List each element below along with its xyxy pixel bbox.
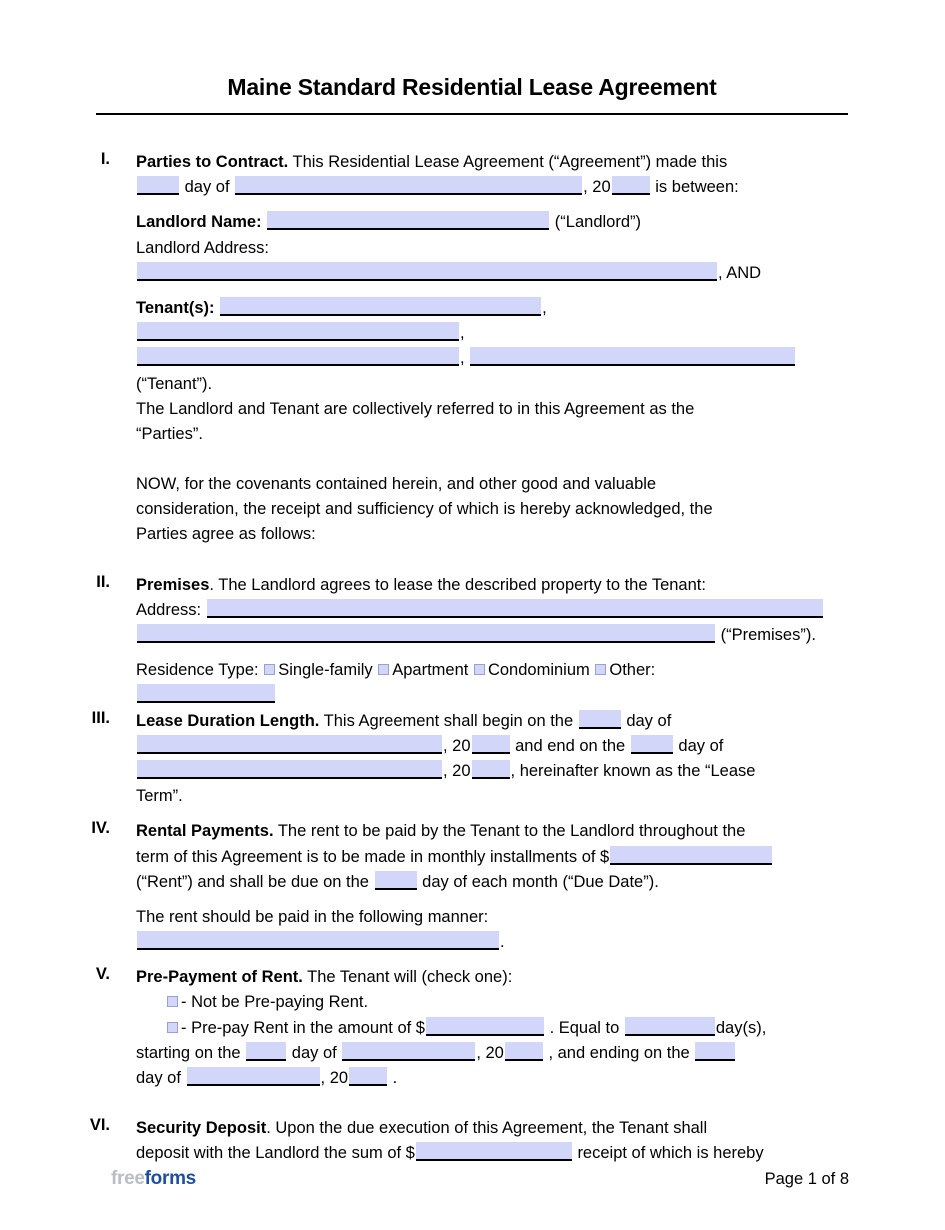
section-4-line-1 (136, 819, 849, 844)
now-line-3: Parties agree as follows: (136, 525, 316, 544)
title-divider (96, 113, 848, 115)
spacer (0, 548, 945, 573)
prepay-option-1-row (166, 990, 849, 1015)
section-numeral: I. (100, 150, 110, 168)
prepay-end-comma20: , 20 (320, 1069, 349, 1087)
residence-other-field[interactable] (137, 684, 275, 703)
tenant-closing-row (136, 372, 849, 397)
prepay-end-day-field[interactable] (695, 1042, 735, 1061)
premises-address-label: Address: (136, 600, 202, 619)
spacer (0, 955, 945, 965)
label-not-prepaying: - Not be Pre-paying Rent. (181, 993, 369, 1012)
tenant-comma-1: , (542, 298, 547, 317)
prepay-option-2-row (166, 1016, 849, 1041)
prepay-start-day-of: day of (291, 1043, 337, 1062)
prepay-amount-field[interactable] (426, 1017, 544, 1036)
logo-free-text: free (111, 1168, 145, 1189)
section-5-intro: The Tenant will (check one): (302, 968, 513, 987)
spacer (136, 895, 849, 905)
checkbox-single-family[interactable] (264, 664, 275, 675)
lease-begin-month-field[interactable] (137, 735, 442, 754)
section-6-line-2 (136, 1141, 849, 1166)
section-5-heading: Pre-Payment of Rent. (136, 968, 303, 987)
month-blank-field[interactable] (235, 176, 582, 195)
section-3-line-3 (136, 759, 849, 784)
prepay-end-day-of: day of (136, 1069, 181, 1087)
checkbox-condominium[interactable] (474, 664, 485, 675)
residence-type-row (136, 658, 849, 683)
collective-line-1: The Landlord and Tenant are collectively referred to in this Agreement as the (136, 399, 695, 418)
page-number: Page 1 of 8 (764, 1170, 849, 1188)
payment-manner-row (136, 930, 849, 955)
label-prepay-days: day(s), (715, 1018, 767, 1037)
spacer (0, 1091, 945, 1116)
landlord-address-label-row (136, 236, 849, 261)
prepay-end-year-field[interactable] (349, 1067, 387, 1086)
monthly-rent-field[interactable] (610, 846, 772, 865)
section-3-line-1 (136, 709, 849, 734)
label-single-family: Single-family (278, 661, 373, 680)
label-apartment: Apartment (392, 661, 469, 680)
monthly-installment-label: term of this Agreement is to be made in monthly installments of $ (136, 847, 610, 866)
section-numeral: IV. (91, 819, 110, 838)
page-footer (0, 1168, 945, 1208)
lease-end-label: and end on the (515, 736, 626, 755)
landlord-address-field[interactable] (137, 262, 717, 281)
security-deposit-field[interactable] (416, 1142, 572, 1161)
checkbox-prepay[interactable] (167, 1022, 178, 1033)
section-numeral: II. (96, 572, 110, 591)
lease-begin-year-field[interactable] (472, 735, 510, 754)
page-title: Maine Standard Residential Lease Agreement (227, 74, 717, 100)
lease-begin-comma20: , 20 (443, 736, 471, 755)
section-4-line-2 (136, 845, 849, 870)
now-line-2: consideration, the receipt and sufficiency of which is hereby acknowledged, the (136, 500, 713, 519)
now-line-1: NOW, for the covenants contained herein, and other good and valuable (136, 475, 657, 494)
section-4-intro: The rent to be paid by the Tenant to the Landlord throughout the (273, 822, 746, 841)
tenants-label: Tenant(s): (136, 298, 215, 317)
section-rental-payments (0, 819, 945, 955)
section-2-line-1 (136, 573, 849, 598)
section-4-line-3 (136, 870, 849, 895)
label-other: Other: (609, 661, 656, 680)
premises-address-row-2 (136, 623, 849, 648)
day-of-label: day of (184, 178, 230, 197)
lease-end-year-field[interactable] (472, 760, 510, 779)
rent-due-prefix: (“Rent”) and shall be due on the (136, 872, 369, 891)
spacer (136, 200, 849, 210)
section-premises (0, 573, 945, 709)
premises-suffix-label: (“Premises”). (720, 626, 816, 644)
label-prepay-equal: . Equal to (549, 1018, 620, 1037)
year-blank-field[interactable] (612, 176, 650, 195)
lease-end-day-field[interactable] (631, 735, 673, 754)
tenant-comma-2: , (460, 324, 465, 343)
lease-end-comma20: , 20 (443, 761, 471, 780)
section-security-deposit (0, 1116, 945, 1166)
section-1-intro: This Residential Lease Agreement (“Agreement”) made this (288, 153, 728, 171)
section-6-heading: Security Deposit (136, 1119, 267, 1138)
tenant-field-3[interactable] (137, 347, 459, 366)
section-3-line-2 (136, 734, 849, 759)
spacer (0, 809, 945, 819)
lease-begin-day-of-label: day of (626, 711, 672, 730)
prepay-end-period: . (392, 1069, 398, 1087)
tenant-comma-3: , (460, 349, 465, 368)
label-condominium: Condominium (487, 661, 590, 680)
freeforms-logo (111, 1168, 196, 1190)
landlord-address-suffix: , AND (718, 263, 762, 282)
collective-line-2: “Parties”. (136, 424, 203, 443)
logo-forms-text: forms (144, 1168, 196, 1189)
prepay-start-year-field[interactable] (505, 1042, 543, 1061)
section-1-heading: Parties to Contract. (136, 153, 289, 171)
section-1-line-2 (136, 175, 849, 200)
prepay-days-field[interactable] (625, 1017, 715, 1036)
checkbox-apartment[interactable] (378, 664, 389, 675)
section-3-line-4: Term”. (136, 787, 183, 806)
section-numeral: III. (91, 708, 110, 727)
spacer (136, 648, 849, 658)
tenants-row-1 (136, 296, 849, 321)
prepay-end-month-field[interactable] (187, 1067, 320, 1086)
spacer (136, 447, 849, 472)
tenants-row-3 (136, 346, 849, 371)
landlord-name-field[interactable] (267, 211, 549, 230)
lease-term-tail: , hereinafter known as the “Lease (510, 761, 756, 780)
premises-address-field-2[interactable] (137, 624, 715, 643)
is-between-label: is between: (655, 178, 739, 197)
tenant-field-1[interactable] (220, 297, 541, 316)
section-6-intro: . Upon the due execution of this Agreement, the Tenant shall (266, 1119, 708, 1138)
landlord-name-row (136, 210, 849, 235)
checkbox-not-prepaying[interactable] (167, 996, 178, 1007)
section-numeral: V. (95, 965, 110, 984)
section-lease-duration (0, 709, 945, 810)
security-deposit-suffix: receipt of which is hereby (577, 1144, 764, 1163)
lease-end-day-of-label: day of (678, 736, 724, 755)
section-1-line-1 (136, 150, 849, 175)
section-2-heading: Premises (136, 575, 210, 594)
tenant-closing-label: (“Tenant”). (136, 374, 213, 393)
rent-due-day-field[interactable] (375, 871, 417, 890)
residence-other-row (136, 683, 849, 708)
payment-manner-label-row: The rent should be paid in the following manner: (136, 907, 489, 926)
day-blank-field[interactable] (137, 176, 179, 195)
section-6-line-1 (136, 1116, 849, 1141)
prepay-start-day-field[interactable] (246, 1042, 286, 1061)
checkbox-other[interactable] (595, 664, 606, 675)
section-3-heading: Lease Duration Length. (136, 711, 320, 730)
section-numeral: VI. (89, 1116, 110, 1135)
label-prepay-prefix: - Pre-pay Rent in the amount of $ (181, 1018, 425, 1037)
prepay-end-prefix: , and ending on the (548, 1043, 690, 1062)
section-5-line-1 (136, 965, 849, 990)
tenants-row-2 (136, 321, 849, 346)
tenant-field-2[interactable] (137, 322, 459, 341)
payment-manner-field[interactable] (137, 931, 499, 950)
prepay-start-month-field[interactable] (342, 1042, 475, 1061)
section-parties-to-contract (0, 150, 945, 548)
section-pre-payment-of-rent (0, 965, 945, 1091)
lease-begin-day-field[interactable] (579, 710, 621, 729)
prepay-start-comma20: , 20 (476, 1043, 504, 1062)
residence-type-label: Residence Type: (136, 661, 259, 680)
document-body (0, 150, 945, 1167)
rent-due-suffix: day of each month (“Due Date”). (422, 872, 659, 891)
comma-20-label: , 20 (583, 178, 611, 197)
premises-address-field-1[interactable] (207, 599, 823, 618)
landlord-name-label: Landlord Name: (136, 213, 262, 232)
landlord-address-row (136, 261, 849, 286)
tenant-field-4[interactable] (470, 347, 795, 366)
section-3-intro: This Agreement shall begin on the (319, 711, 574, 730)
section-4-heading: Rental Payments. (136, 822, 274, 841)
landlord-address-label: Landlord Address: (136, 238, 270, 257)
premises-address-row-1 (136, 598, 849, 623)
prepay-start-label: starting on the (136, 1043, 241, 1062)
landlord-suffix-label: (“Landlord”) (554, 213, 641, 232)
security-deposit-prefix: deposit with the Landlord the sum of $ (136, 1144, 415, 1163)
prepay-end-row (136, 1066, 849, 1091)
spacer (136, 286, 849, 296)
section-2-intro: . The Landlord agrees to lease the described property to the Tenant: (209, 575, 706, 594)
prepay-start-row (136, 1041, 849, 1066)
payment-manner-period: . (500, 933, 505, 952)
lease-end-month-field[interactable] (137, 760, 442, 779)
